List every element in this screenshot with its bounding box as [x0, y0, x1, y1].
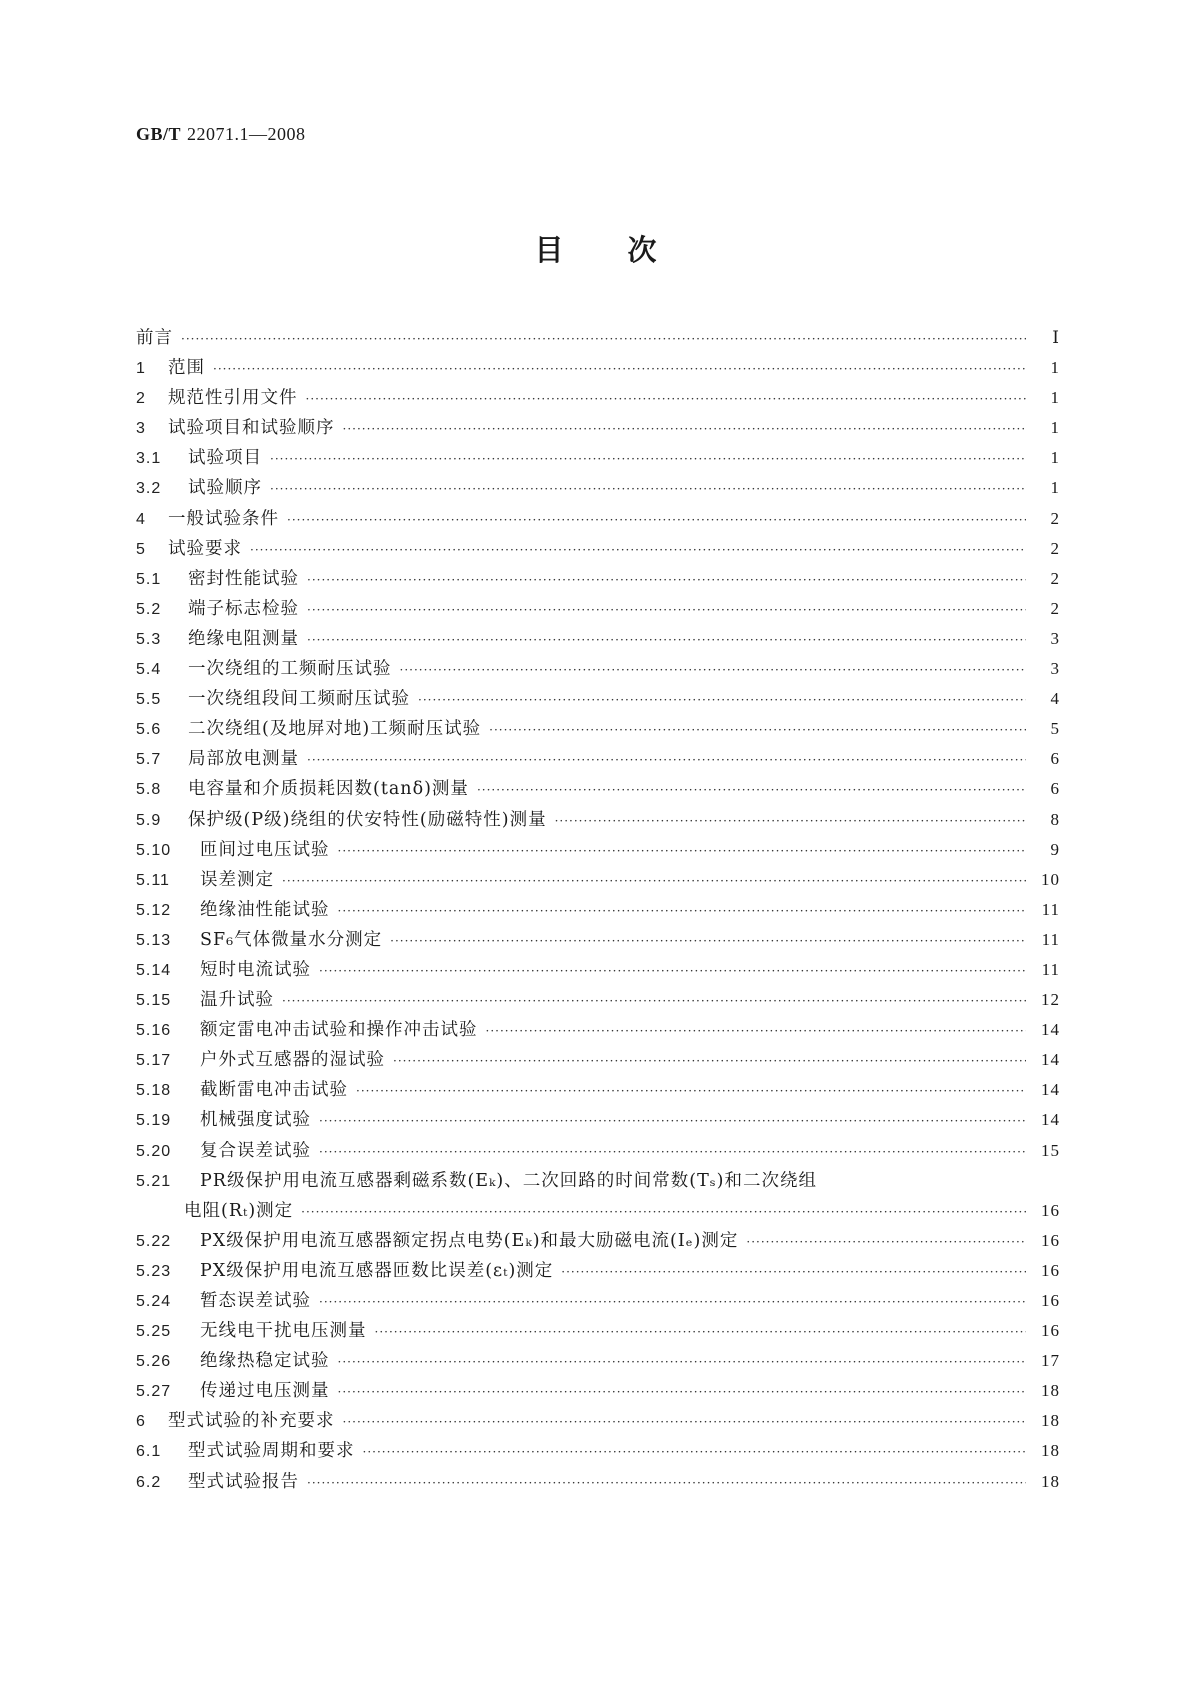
toc-entry[interactable] [136, 1197, 1060, 1227]
toc-entry-title: 试验顺序 [188, 478, 262, 499]
toc-entry-page: 18 [1041, 1381, 1060, 1401]
toc-entry[interactable] [136, 1016, 1060, 1046]
toc-entry-page: 4 [1050, 689, 1060, 709]
toc-entry-number: 6 [136, 1413, 146, 1431]
toc-entry-page: 5 [1050, 719, 1060, 739]
dot-leader [319, 964, 1026, 978]
toc-entry-number: 3.1 [136, 450, 162, 468]
dot-leader [307, 573, 1026, 587]
dot-leader [338, 1355, 1027, 1369]
toc-entry-number: 5.20 [136, 1142, 172, 1160]
dot-leader [343, 422, 1027, 436]
standard-code [136, 124, 306, 145]
toc-entry-page: 14 [1041, 1080, 1060, 1100]
dot-leader [181, 332, 1026, 346]
toc-entry[interactable] [136, 535, 1060, 565]
dot-leader [746, 1235, 1026, 1249]
toc-entry[interactable] [136, 775, 1060, 805]
toc-entry-number: 5.11 [136, 871, 170, 889]
toc-entry-title: 机械强度试验 [200, 1110, 311, 1131]
toc-entry-number: 5.21 [136, 1172, 172, 1190]
dot-leader [319, 1114, 1026, 1128]
dot-leader [301, 1205, 1026, 1219]
toc-entry-title: PR级保护用电流互感器剩磁系数(Eₖ)、二次回路的时间常数(Tₛ)和二次绕组 [200, 1170, 817, 1191]
toc-entry-number: 3 [136, 420, 146, 438]
toc-entry[interactable] [136, 1468, 1060, 1498]
dot-leader [307, 603, 1026, 617]
toc-entry-page: 14 [1041, 1110, 1060, 1130]
toc-entry-title: 电容量和介质损耗因数(tanδ)测量 [188, 779, 469, 800]
toc-entry-page: 11 [1041, 899, 1060, 919]
toc-entry-page: 10 [1041, 869, 1060, 889]
toc-entry-page: 15 [1041, 1140, 1060, 1160]
toc-entry-page: 2 [1050, 568, 1060, 588]
toc-entry-number: 5.16 [136, 1022, 172, 1040]
toc-entry-page: 17 [1041, 1351, 1060, 1371]
toc-entry-page: 3 [1050, 659, 1060, 679]
toc-entry[interactable] [136, 1106, 1060, 1136]
toc-entry-title: 暂态误差试验 [200, 1291, 311, 1311]
toc-entry-number: 5.14 [136, 961, 172, 979]
dot-leader [306, 392, 1027, 406]
toc-entry-page: 16 [1041, 1321, 1060, 1341]
toc-entry-number: 5.9 [136, 811, 162, 829]
toc-entry[interactable] [136, 1046, 1060, 1076]
toc-entry[interactable] [136, 1287, 1060, 1317]
toc-entry-number: 5.15 [136, 992, 172, 1010]
table-of-contents [136, 324, 1060, 1498]
toc-entry-number: 5.10 [136, 841, 172, 859]
toc-entry-number: 5.2 [136, 600, 162, 618]
toc-entry-title: 误差测定 [200, 869, 274, 890]
toc-entry[interactable] [136, 1076, 1060, 1106]
toc-entry-number: 5.22 [136, 1232, 172, 1250]
toc-entry-title: 二次绕组(及地屏对地)工频耐压试验 [188, 719, 482, 740]
dot-leader [307, 753, 1026, 767]
toc-entry[interactable] [136, 1437, 1060, 1467]
toc-entry-number: 5.23 [136, 1262, 172, 1280]
toc-entry[interactable] [136, 1347, 1060, 1377]
toc-entry[interactable] [136, 1377, 1060, 1407]
toc-entry-page: 11 [1041, 959, 1060, 979]
dot-leader [356, 1084, 1026, 1098]
dot-leader [343, 1415, 1027, 1429]
dot-leader [338, 844, 1027, 858]
dot-leader [561, 1265, 1026, 1279]
toc-entry[interactable] [136, 806, 1060, 836]
dot-leader [270, 482, 1026, 496]
toc-entry-number: 5.12 [136, 901, 172, 919]
toc-entry-title: PX级保护用电流互感器额定拐点电势(Eₖ)和最大励磁电流(Iₑ)测定 [200, 1230, 739, 1251]
toc-entry[interactable] [136, 926, 1060, 956]
dot-leader [489, 723, 1026, 737]
toc-entry-title: 户外式互感器的湿试验 [200, 1050, 385, 1071]
dot-leader [555, 814, 1026, 828]
toc-entry-page: 1 [1050, 448, 1060, 468]
toc-entry-title: 一般试验条件 [168, 508, 279, 529]
toc-entry-number: 5.17 [136, 1052, 172, 1070]
toc-entry-page: 2 [1050, 538, 1060, 558]
toc-entry-number: 6.1 [136, 1443, 162, 1461]
toc-entry[interactable] [136, 1317, 1060, 1347]
toc-entry-title: 局部放电测量 [188, 749, 299, 770]
toc-entry-number: 4 [136, 510, 146, 528]
toc-entry-title: 一次绕组的工频耐压试验 [188, 659, 392, 680]
toc-entry-title: 型式试验的补充要求 [168, 1411, 335, 1432]
toc-entry-number: 2 [136, 390, 146, 408]
toc-entry-page: 3 [1050, 628, 1060, 648]
toc-entry[interactable] [136, 715, 1060, 745]
toc-entry-page: 6 [1050, 779, 1060, 799]
toc-entry[interactable] [136, 474, 1060, 504]
toc-entry-title: 复合误差试验 [200, 1140, 311, 1161]
toc-entry-title: 截断雷电冲击试验 [200, 1080, 348, 1101]
dot-leader [338, 904, 1027, 918]
dot-leader [270, 452, 1026, 466]
toc-entry-title: 绝缘热稳定试验 [200, 1351, 330, 1372]
toc-entry-title: 一次绕组段间工频耐压试验 [188, 689, 410, 710]
toc-entry-title: 匝间过电压试验 [200, 839, 330, 860]
title-char-1: 目 [534, 233, 564, 267]
toc-entry-title: SF₆气体微量水分测定 [200, 929, 383, 950]
toc-entry-number: 5.19 [136, 1112, 172, 1130]
toc-entry-title: PX级保护用电流互感器匝数比误差(εₜ)测定 [200, 1260, 554, 1281]
toc-entry-number: 1 [136, 360, 146, 378]
toc-entry-title: 试验要求 [168, 538, 242, 559]
toc-entry-number: 5.4 [136, 661, 162, 679]
toc-entry[interactable] [136, 685, 1060, 715]
toc-entry-title: 无线电干扰电压测量 [200, 1321, 367, 1342]
toc-entry-page: 1 [1050, 418, 1060, 438]
toc-entry-title: 型式试验报告 [188, 1471, 299, 1492]
standard-number: 22071.1—2008 [187, 124, 306, 144]
dot-leader [477, 783, 1026, 797]
dot-leader [287, 513, 1026, 527]
standard-prefix: GB/T [136, 124, 182, 144]
toc-entry[interactable] [136, 986, 1060, 1016]
toc-entry-page: 9 [1050, 839, 1060, 859]
toc-entry-page: 1 [1050, 478, 1060, 498]
toc-entry-title: 端子标志检验 [188, 598, 299, 619]
toc-entry[interactable] [136, 354, 1060, 384]
dot-leader [319, 1145, 1026, 1159]
toc-entry[interactable] [136, 1407, 1060, 1437]
toc-entry-title: 试验项目和试验顺序 [168, 418, 335, 439]
toc-entry-number: 5.26 [136, 1353, 172, 1371]
toc-entry-page: 16 [1041, 1291, 1060, 1310]
toc-entry-title: 温升试验 [200, 990, 274, 1011]
toc-entry[interactable] [136, 505, 1060, 535]
toc-entry-title: 绝缘油性能试验 [200, 899, 330, 920]
toc-entry-page: 18 [1041, 1411, 1060, 1431]
toc-entry-page: 1 [1050, 358, 1060, 378]
toc-entry-title: 范围 [168, 358, 205, 379]
toc-entry-page: 16 [1041, 1230, 1060, 1250]
toc-entry[interactable] [136, 595, 1060, 625]
toc-entry-title: 短时电流试验 [200, 959, 311, 980]
dot-leader [307, 633, 1026, 647]
toc-entry-number: 5 [136, 540, 146, 558]
toc-entry-page: 16 [1041, 1260, 1060, 1280]
toc-entry[interactable] [136, 956, 1060, 986]
toc-entry-number: 5.3 [136, 630, 162, 648]
toc-entry[interactable] [136, 414, 1060, 444]
dot-leader [319, 1295, 1026, 1309]
toc-entry[interactable] [136, 1137, 1060, 1167]
dot-leader [418, 693, 1026, 707]
toc-entry-number: 5.27 [136, 1383, 172, 1401]
toc-entry-title: 保护级(P级)绕组的伏安特性(励磁特性)测量 [188, 809, 547, 830]
toc-entry[interactable] [136, 1257, 1060, 1287]
toc-entry-number: 5.24 [136, 1293, 172, 1310]
page-title [0, 228, 1191, 269]
toc-entry-number: 5.7 [136, 751, 162, 769]
toc-entry-title: 电阻(Rₜ)测定 [184, 1200, 294, 1221]
toc-entry[interactable] [136, 384, 1060, 414]
toc-entry-number: 5.5 [136, 691, 162, 709]
toc-entry[interactable] [136, 745, 1060, 775]
toc-entry-number: 5.6 [136, 721, 162, 739]
toc-entry[interactable] [136, 444, 1060, 474]
dot-leader [390, 934, 1026, 948]
toc-entry[interactable] [136, 655, 1060, 685]
toc-entry-page: 14 [1041, 1020, 1060, 1040]
toc-entry-page: 16 [1041, 1200, 1060, 1220]
toc-entry-title: 密封性能试验 [188, 568, 299, 589]
dot-leader [250, 543, 1026, 557]
toc-entry-page: 18 [1041, 1471, 1060, 1491]
dot-leader [400, 663, 1027, 677]
toc-entry-title: 规范性引用文件 [168, 388, 298, 409]
toc-entry-title: 前言 [136, 328, 173, 348]
toc-entry-page: 6 [1050, 749, 1060, 769]
toc-entry[interactable] [136, 324, 1060, 354]
toc-entry-page: 2 [1050, 598, 1060, 618]
dot-leader [375, 1325, 1027, 1339]
dot-leader [213, 362, 1026, 376]
toc-entry-number: 5.25 [136, 1323, 172, 1341]
toc-entry[interactable] [136, 1227, 1060, 1257]
toc-entry-number: 6.2 [136, 1473, 162, 1491]
toc-entry-page: 18 [1041, 1441, 1060, 1461]
toc-entry-title: 试验项目 [188, 448, 262, 469]
toc-entry-page: 12 [1041, 990, 1060, 1010]
toc-entry[interactable] [136, 866, 1060, 896]
toc-entry-page: 8 [1050, 809, 1060, 829]
toc-entry-title: 型式试验周期和要求 [188, 1441, 355, 1462]
toc-entry-page: 2 [1050, 508, 1060, 528]
toc-entry-title: 传递过电压测量 [200, 1381, 330, 1402]
dot-leader [486, 1024, 1027, 1038]
toc-entry[interactable] [136, 836, 1060, 866]
dot-leader [282, 874, 1026, 888]
toc-entry-number: 3.2 [136, 480, 162, 498]
dot-leader [363, 1445, 1027, 1459]
toc-entry-page: 14 [1041, 1050, 1060, 1070]
toc-entry-number: 5.8 [136, 781, 162, 799]
toc-entry-page: 11 [1041, 929, 1060, 949]
toc-entry[interactable] [136, 565, 1060, 595]
toc-entry-title: 绝缘电阻测量 [188, 628, 299, 649]
toc-entry[interactable] [136, 1167, 1060, 1197]
toc-entry-number: 5.1 [136, 570, 162, 588]
dot-leader [338, 1385, 1027, 1399]
dot-leader [282, 994, 1026, 1008]
toc-entry[interactable] [136, 625, 1060, 655]
dot-leader [393, 1054, 1026, 1068]
dot-leader [307, 1476, 1026, 1490]
toc-entry-page: 1 [1050, 388, 1060, 408]
toc-entry-page: Ⅰ [1052, 328, 1060, 347]
toc-entry[interactable] [136, 896, 1060, 926]
toc-entry-title: 额定雷电冲击试验和操作冲击试验 [200, 1020, 478, 1041]
toc-entry-number: 5.18 [136, 1082, 172, 1100]
toc-entry-number: 5.13 [136, 931, 172, 949]
title-char-2: 次 [627, 233, 657, 267]
